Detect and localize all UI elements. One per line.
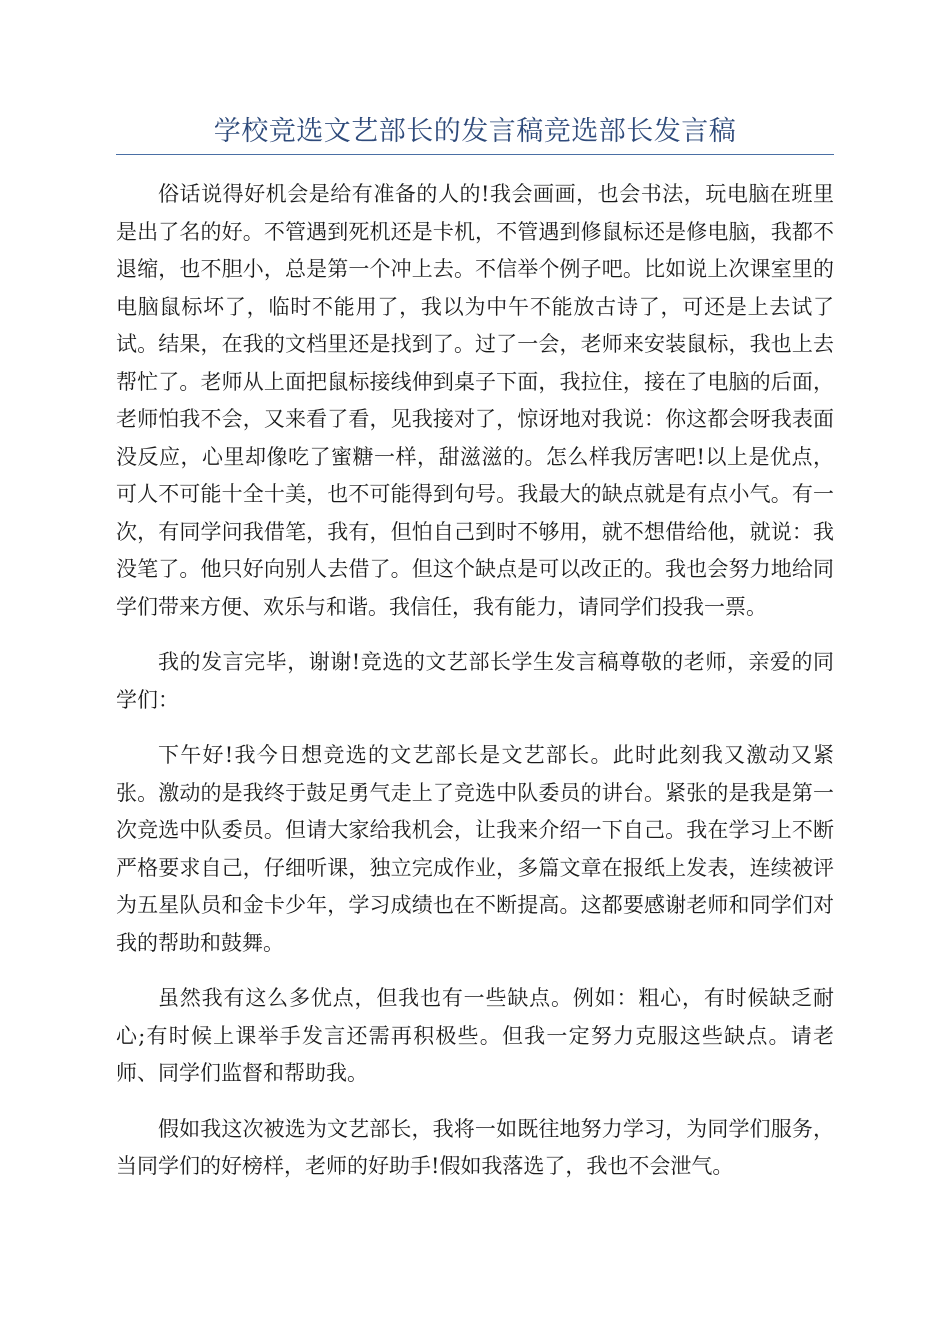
paragraph: 虽然我有这么多优点，但我也有一些缺点。例如：粗心，有时候缺乏耐心;有时候上课举手发言还需再积极些。但我一定努力克服这些缺点。请老师、同学们监督和帮助我。 [116, 986, 834, 1085]
title-underline [116, 154, 834, 155]
paragraph: 假如我这次被选为文艺部长，我将一如既往地努力学习，为同学们服务，当同学们的好榜样，老师的好助手!假如我落选了，我也不会泄气。 [116, 1116, 834, 1178]
paragraph: 俗话说得好机会是给有准备的人的!我会画画，也会书法，玩电脑在班里是出了名的好。不管遇到死机还是卡机，不管遇到修鼠标还是修电脑，我都不退缩，也不胆小，总是第一个冲上去。不信举个例子吧。比如说上次课室里的电脑鼠标坏了，临时不能用了，我以为中午不能放古诗了，可还是上去试了试。结果，在我的文档里还是找到了。过了一会，老师来安装鼠标，我也上去帮忙了。老师从上面把鼠标接线伸到桌子下面，我拉住，接在了电脑的后面，老师怕我不会，又来看了看，见我接对了，惊讶地对我说：你这都会呀我表面没反应，心里却像吃了蜜糖一样，甜滋滋的。怎么样我厉害吧!以上是优点，可人不可能十全十美，也不可能得到句号。我最大的缺点就是有点小气。有一次，有同学问我借笔，我有，但怕自己到时不够用，就不想借给他，就说：我没笔了。他只好向别人去借了。但这个缺点是可以改正的。我也会努力地给同学们带来方便、欢乐与和谐。我信任，我有能力，请同学们投我一票。 [116, 182, 834, 619]
document-body [116, 176, 834, 1204]
paragraph: 下午好!我今日想竞选的文艺部长是文艺部长。此时此刻我又激动又紧张。激动的是我终于鼓足勇气走上了竞选中队委员的讲台。紧张的是我是第一次竞选中队委员。但请大家给我机会，让我来介绍一下自己。我在学习上不断严格要求自己，仔细听课，独立完成作业，多篇文章在报纸上发表，连续被评为五星队员和金卡少年，学习成绩也在不断提高。这都要感谢老师和同学们对我的帮助和鼓舞。 [116, 743, 834, 955]
document-title: 学校竞选文艺部长的发言稿竞选部长发言稿 [213, 116, 737, 147]
paragraph: 我的发言完毕，谢谢!竞选的文艺部长学生发言稿尊敬的老师，亲爱的同学们： [116, 650, 834, 712]
